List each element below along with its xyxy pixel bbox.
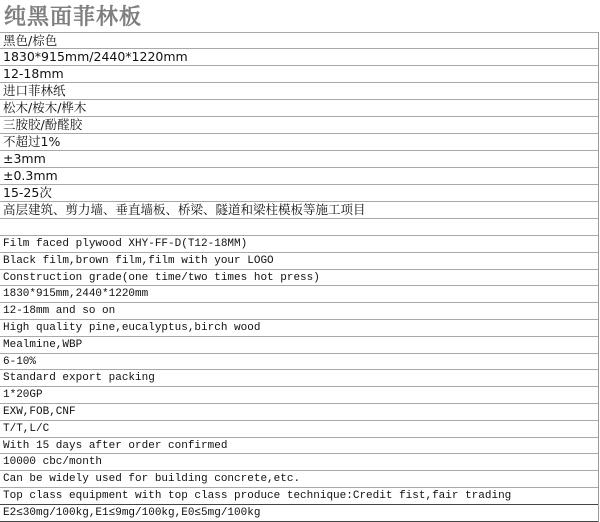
- table-row: 1830*915mm,2440*1220mm: [0, 286, 598, 303]
- table-row: 三胺胶/酚醛胶: [0, 117, 598, 134]
- table-row: 松木/桉木/桦木: [0, 100, 598, 117]
- table-row: 进口菲林纸: [0, 83, 598, 100]
- table-row: 1*20GP: [0, 387, 598, 404]
- table-row: 10000 cbc/month: [0, 454, 598, 471]
- table-row: Can be widely used for building concrete,etc.: [0, 471, 598, 488]
- table-row-empty: [0, 219, 598, 236]
- table-row: T/T,L/C: [0, 421, 598, 438]
- table-row: Top class equipment with top class produce technique:Credit fist,fair trading: [0, 488, 598, 505]
- table-row: 高层建筑、剪力墙、垂直墙板、桥梁、隧道和梁柱模板等施工项目: [0, 202, 598, 219]
- table-row: Standard export packing: [0, 370, 598, 387]
- table-row: 6-10%: [0, 354, 598, 371]
- table-row: 12-18mm and so on: [0, 303, 598, 320]
- table-row: Mealmine,WBP: [0, 337, 598, 354]
- table-row: Film faced plywood XHY-FF-D(T12-18MM): [0, 236, 598, 253]
- table-row: ±0.3mm: [0, 168, 598, 185]
- table-row: E2≤30mg/100kg,E1≤9mg/100kg,E0≤5mg/100kg: [0, 505, 598, 522]
- table-row: 不超过1%: [0, 134, 598, 151]
- table-row: ±3mm: [0, 151, 598, 168]
- table-row: Construction grade(one time/two times hot press): [0, 270, 598, 287]
- table-row: 1830*915mm/2440*1220mm: [0, 49, 598, 66]
- page-title: 纯黑面菲林板: [4, 4, 143, 30]
- table-row: With 15 days after order confirmed: [0, 438, 598, 455]
- table-row: 15-25次: [0, 185, 598, 202]
- spec-table: [0, 32, 599, 522]
- table-row: Black film,brown film,film with your LOGO: [0, 253, 598, 270]
- table-row: High quality pine,eucalyptus,birch wood: [0, 320, 598, 337]
- table-row: EXW,FOB,CNF: [0, 404, 598, 421]
- table-row: 12-18mm: [0, 66, 598, 83]
- table-row: 黑色/棕色: [0, 32, 598, 49]
